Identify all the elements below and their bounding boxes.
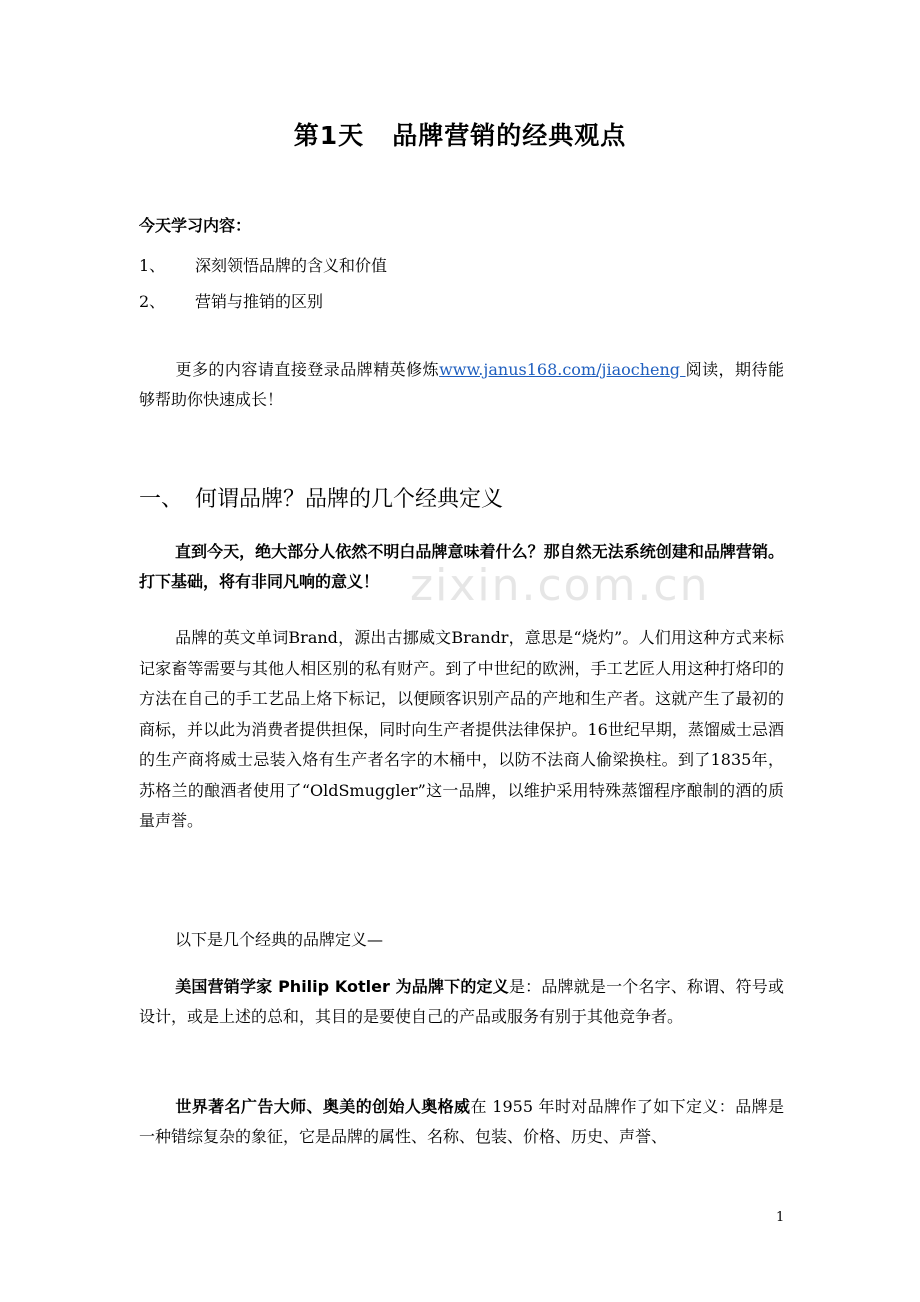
lead-text: 直到今天，绝大部分人依然不明白品牌意味着什么？那自然无法系统创建和品牌营销。打下基础，将有非同凡响的意义！: [139, 542, 784, 591]
ogilvy-bold-text: 世界著名广告大师、奥美的创始人奥格威: [175, 1097, 471, 1116]
ogilvy-paragraph: [139, 1092, 784, 1152]
section-heading: [139, 482, 503, 513]
intro-text: 更多的内容请直接登录品牌精英修炼: [175, 360, 440, 379]
list-item: [139, 253, 387, 276]
list-item-text: 深刻领悟品牌的含义和价值: [195, 256, 388, 275]
list-item-text: 营销与推销的区别: [195, 292, 324, 311]
intro-paragraph: [139, 355, 784, 415]
watermark: zixin.com.cn: [410, 560, 710, 611]
section-title: 何谓品牌？品牌的几个经典定义: [195, 487, 504, 512]
history-text: 品牌的英文单词Brand，源出古挪威文Brandr，意思是“烧灼”。人们用这种方式来标记家畜等需要与其他人相区别的私有财产。到了中世纪的欧洲，手工艺匠人用这种打烙印的方法在自己的手工艺品上烙下标记，以便顾客识别产品的产地和生产者。这就产生了最初的商标，并以此为消费者提供担保，同时向生产者提供法律保护。16世纪早期，蒸馏威士忌酒的生产商将威士忌装入烙有生产者名字的木桶中，以防不法商人偷梁换柱。到了1835年，苏格兰的酿酒者使用了“OldSmuggler”这一品牌，以维护采用特殊蒸馏程序酿制的酒的质量声誉。: [139, 628, 784, 830]
study-heading: 今天学习内容：: [139, 216, 252, 235]
page-title: [0, 116, 920, 152]
intro-text-after: 阅读，期待能够帮助你快速成长！: [139, 360, 784, 409]
list-item: [139, 289, 323, 312]
kotler-bold-text: 美国营销学家 Philip Kotler 为品牌下的定义: [175, 977, 509, 996]
definitions-intro: [139, 925, 784, 955]
history-paragraph: [139, 623, 784, 837]
ogilvy-text: 在 1955 年时对品牌作了如下定义：品牌是一种错综复杂的象征，它是品牌的属性、名称、包装、价格、历史、声誉、: [139, 1097, 784, 1146]
page-number: 1: [776, 1210, 785, 1225]
section-number: 一、: [139, 487, 184, 512]
tutorial-link[interactable]: www.janus168.com/jiaocheng: [439, 360, 686, 379]
kotler-paragraph: [139, 972, 784, 1032]
kotler-text: 是：品牌就是一个名字、称谓、符号或设计，或是上述的总和，其目的是要使自己的产品或服务有别于其他竞争者。: [139, 977, 784, 1026]
title-topic: 品牌营销的经典观点: [392, 121, 627, 150]
list-item-number: 2、: [139, 292, 166, 311]
title-day: 第1天: [293, 121, 365, 150]
list-item-number: 1、: [139, 256, 166, 275]
definitions-intro-text: 以下是几个经典的品牌定义—: [175, 930, 384, 949]
